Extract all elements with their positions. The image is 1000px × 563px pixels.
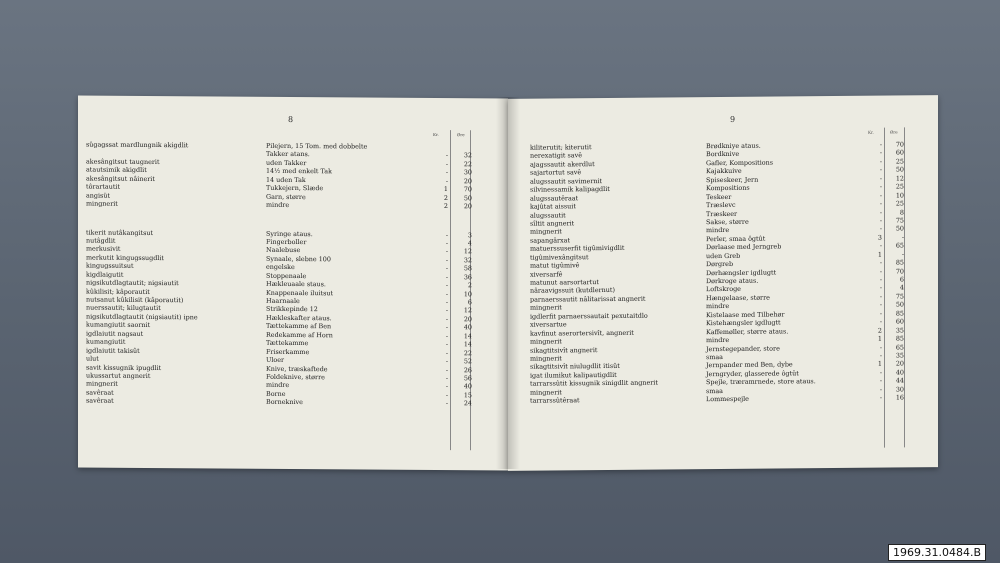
price-kroner: -: [445, 314, 448, 323]
price-kroner: -: [879, 385, 882, 394]
page-number: 9: [730, 114, 736, 124]
danish-text: smaa: [706, 386, 723, 395]
price-ore: 70: [463, 185, 472, 194]
price-ore: 50: [895, 300, 904, 309]
price-list: [78, 140, 508, 408]
open-booklet: [70, 97, 946, 469]
price-ore: 4: [467, 239, 472, 248]
price-ore: 65: [895, 241, 904, 250]
price-kroner: -: [879, 165, 882, 174]
danish-text: Kajakkuive: [706, 167, 742, 176]
danish-text: mindre: [266, 200, 290, 210]
greenlandic-text: nâraavigssuit (kutdlernut): [530, 286, 615, 296]
danish-text: Gafler, Kompositions: [706, 158, 774, 168]
greenlandic-text: mingnerit: [86, 199, 118, 208]
danish-text: mindre: [706, 336, 730, 345]
price-ore: 25: [895, 182, 904, 191]
danish-text: engelske: [266, 263, 295, 272]
greenlandic-text: savêraat: [86, 388, 114, 397]
price-ore: 24: [463, 399, 472, 408]
danish-text: mindre: [706, 226, 730, 235]
danish-text: Sakse, større: [706, 217, 749, 227]
greenlandic-text: tarrarssûtit kissugnik sinigdlit angnerit: [530, 378, 658, 388]
price-ore: 35: [895, 351, 904, 360]
price-ore: 52: [463, 357, 472, 366]
greenlandic-text: igdlerfit parnaerssautait pexutaitdlo: [530, 311, 648, 321]
price-kroner: -: [879, 343, 882, 352]
price-ore: 20: [463, 315, 472, 324]
greenlandic-text: mingnerit: [530, 227, 562, 237]
column-header-kr: Kr.: [433, 131, 439, 138]
price-kroner: -: [445, 272, 448, 281]
danish-text: Borne: [266, 389, 286, 398]
danish-text: Perler, smaa ôgtût: [706, 234, 766, 243]
price-ore: 60: [895, 148, 904, 157]
greenlandic-text: savêraat: [86, 396, 114, 405]
danish-text: Tættekamme: [266, 338, 309, 348]
price-ore: 30: [895, 385, 904, 394]
price-ore: 4: [899, 283, 904, 292]
danish-text: Haarnaale: [266, 296, 300, 306]
price-kroner: -: [879, 157, 882, 166]
danish-text: Loftskroge: [706, 285, 741, 294]
price-kroner: -: [445, 176, 448, 185]
greenlandic-text: merkutit kingugssugdlit: [86, 253, 164, 262]
danish-text: Spiseskeer, Jern: [706, 175, 759, 184]
danish-text: Dørhængsler igdlugtt: [706, 268, 777, 277]
price-kroner: 1: [443, 185, 448, 194]
price-ore: 50: [895, 224, 904, 233]
greenlandic-text: alugssautit: [530, 210, 566, 220]
danish-text: Borneknive: [266, 398, 303, 407]
danish-text: Garn, større: [266, 192, 306, 201]
greenlandic-text: kigdlaigutit: [86, 270, 124, 279]
column-header-kr: Kr.: [868, 129, 874, 135]
price-kroner: -: [879, 351, 882, 360]
danish-text: Dørgreb: [706, 260, 734, 269]
right-page: [508, 95, 938, 471]
price-kroner: -: [879, 292, 882, 301]
danish-text: Syringe ataus.: [266, 229, 313, 238]
price-kroner: -: [879, 199, 882, 208]
greenlandic-text: kumangiutit: [86, 337, 126, 347]
price-kroner: -: [445, 399, 448, 408]
price-ore: 8: [899, 207, 904, 216]
catalog-number-label: 1969.31.0484.B: [888, 544, 986, 561]
price-ore: 20: [463, 176, 472, 185]
danish-text: Knappenaale iluitsut: [266, 288, 334, 297]
price-kroner: -: [879, 191, 882, 200]
price-ore: 85: [895, 334, 904, 343]
greenlandic-text: nerexatigit savê: [530, 151, 582, 161]
danish-text: Hækleskafter ataus.: [266, 313, 332, 323]
greenlandic-text: igdlaiutit nagsaut: [86, 329, 144, 338]
price-ore: 60: [895, 317, 904, 326]
price-ore: 25: [895, 199, 904, 208]
danish-text: Jernstegepander, store: [706, 344, 780, 353]
price-ore: 36: [463, 272, 472, 281]
price-kroner: -: [879, 174, 882, 183]
price-list: [508, 140, 938, 405]
price-ore: 40: [463, 323, 472, 332]
price-ore: 85: [895, 309, 904, 318]
price-ore: 70: [895, 266, 904, 276]
price-kroner: -: [445, 331, 448, 340]
price-ore: 12: [463, 306, 472, 315]
price-kroner: -: [445, 298, 448, 307]
greenlandic-text: mingnerit: [530, 303, 562, 312]
danish-text: Kompositions: [706, 183, 750, 193]
danish-text: uden Greb: [706, 251, 741, 260]
price-kroner: -: [879, 224, 882, 234]
greenlandic-text: sikagtitsivît niulugdlit itisût: [530, 362, 620, 372]
greenlandic-text: merkusivit: [86, 244, 121, 254]
danish-text: uden Takker: [266, 158, 307, 167]
danish-text: Fingerboller: [266, 237, 307, 247]
price-ore: 65: [895, 342, 904, 351]
greenlandic-text: tikerit nutâkangitsut: [86, 228, 154, 237]
price-kroner: -: [445, 264, 448, 273]
price-kroner: -: [445, 382, 448, 391]
greenlandic-text: kajûtat aissuit: [530, 202, 576, 211]
price-kroner: -: [445, 340, 448, 349]
greenlandic-text: kiliterutit; kiterutit: [530, 143, 592, 152]
price-kroner: -: [879, 284, 882, 293]
danish-text: Hækleuaale staus.: [266, 279, 326, 289]
price-ore: 15: [463, 391, 472, 400]
price-kroner: -: [879, 241, 882, 250]
price-kroner: -: [445, 151, 448, 160]
price-ore: 14: [463, 340, 472, 349]
danish-text: Takker atans.: [266, 150, 310, 159]
price-ore: 12: [463, 247, 472, 256]
greenlandic-text: mingnerit: [530, 337, 562, 346]
price-ore: 35: [895, 326, 904, 335]
greenlandic-text: nutâgdlit: [86, 236, 116, 245]
danish-text: Lommespejle: [706, 394, 749, 404]
danish-text: Træslevc: [706, 200, 736, 210]
price-kroner: -: [879, 309, 882, 318]
greenlandic-text: ulut: [86, 354, 99, 363]
price-kroner: -: [445, 168, 448, 177]
book-gutter: [496, 97, 520, 469]
greenlandic-text: silvinessamik kalipagdlit: [530, 185, 610, 194]
greenlandic-text: kingugssuitsut: [86, 261, 134, 271]
price-ore: 22: [463, 160, 472, 169]
price-ore: 50: [895, 165, 904, 174]
greenlandic-text: nuerssautit; kilugtautit: [86, 303, 161, 313]
price-kroner: 1: [877, 250, 882, 259]
greenlandic-text: alugssautêraat: [530, 193, 579, 203]
price-ore: 10: [463, 289, 472, 298]
greenlandic-text: sikagtitsivît angnerit: [530, 345, 598, 355]
danish-text: Kistelaase med Tilbehør: [706, 310, 785, 319]
price-kroner: -: [445, 159, 448, 168]
danish-text: Hængelaase, større: [706, 293, 770, 303]
greenlandic-text: mingnerit: [530, 354, 562, 363]
greenlandic-text: xiversarfê: [530, 269, 563, 279]
danish-text: Jerngryder, glasserede ôgtût: [706, 369, 799, 378]
greenlandic-text: xiversartue: [530, 320, 567, 329]
price-kroner: -: [879, 258, 882, 267]
left-page: [78, 95, 508, 470]
danish-text: Kaffemøller, større ataus.: [706, 327, 789, 336]
price-kroner: -: [445, 348, 448, 357]
price-ore: 32: [463, 151, 472, 160]
greenlandic-text: nutsanut kûkilisit (kâporautit): [86, 295, 184, 305]
price-kroner: -: [879, 182, 882, 191]
danish-text: Friserkamme: [266, 347, 310, 356]
price-kroner: -: [879, 216, 882, 225]
danish-text: Strikkepinde 12: [266, 305, 318, 314]
price-ore: 85: [895, 258, 904, 267]
danish-text: Pilejern, 15 Tom. med dobbelte: [266, 141, 368, 151]
price-kroner: -: [879, 149, 882, 158]
price-ore: 10: [895, 191, 904, 200]
price-kroner: -: [445, 289, 448, 298]
greenlandic-text: atautsimik akigdlit: [86, 165, 147, 175]
danish-text: mindre: [266, 381, 290, 390]
price-kroner: 2: [443, 193, 448, 202]
greenlandic-text: nigsikutdlagtautit (nigsiautit) ipne: [86, 312, 198, 322]
price-kroner: -: [445, 323, 448, 332]
price-ore: 26: [463, 365, 472, 374]
greenlandic-text: angisüt: [86, 191, 111, 200]
danish-text: Stoppenaale: [266, 271, 307, 280]
greenlandic-text: kavfinut aserortersivît, angnerit: [530, 328, 634, 338]
greenlandic-text: sajartortut savê: [530, 168, 582, 177]
greenlandic-text: matuerssuserfit tigûmivigdlit: [530, 244, 625, 253]
danish-text: Spejle, træramrnede, store ataus.: [706, 377, 816, 387]
danish-text: Dørlaase med Jerngreb: [706, 242, 782, 252]
danish-text: Kistehængsler igdlugtt: [706, 318, 781, 328]
price-kroner: -: [445, 239, 448, 248]
danish-text: Træskeer: [706, 209, 738, 218]
price-kroner: -: [445, 281, 448, 290]
price-kroner: -: [879, 140, 882, 149]
danish-text: Redekamme af Horn: [266, 330, 333, 340]
danish-text: Bordknive: [706, 150, 740, 159]
column-header-ore: Øre: [890, 129, 898, 135]
greenlandic-text: tôrartautit: [86, 182, 121, 191]
danish-text: Foldeknive, større: [266, 372, 325, 382]
price-ore: 14: [463, 331, 472, 340]
greenlandic-text: mingnerit: [530, 388, 562, 397]
price-ore: 56: [463, 374, 472, 383]
price-kroner: -: [879, 208, 882, 217]
price-kroner: -: [879, 275, 882, 284]
danish-text: Teskeer: [706, 192, 732, 201]
price-kroner: 1: [877, 334, 882, 343]
price-ore: 6: [467, 298, 472, 307]
danish-text: Naalebuse: [266, 246, 301, 255]
greenlandic-text: matunut aarsortartut: [530, 278, 599, 287]
column-header-ore: Øre: [457, 132, 465, 138]
greenlandic-text: nigsikutdlagtautit; nigsiautit: [86, 278, 179, 288]
price-ore: -: [901, 233, 904, 242]
price-ore: 58: [463, 264, 472, 273]
price-ore: -: [901, 250, 904, 259]
danish-text: Synaale, slebne 100: [266, 254, 331, 264]
greenlandic-text: alugssautit savimernit: [530, 176, 603, 186]
price-kroner: 3: [877, 233, 882, 242]
greenlandic-text: akesângitsut taugnerit: [86, 157, 160, 166]
greenlandic-text: ajagssautit akerdlut: [530, 159, 595, 169]
greenlandic-text: igdlaiutit takisût: [86, 346, 140, 355]
danish-text: 14½ med enkelt Tak: [266, 167, 332, 176]
price-kroner: 2: [443, 202, 448, 211]
danish-text: smaa: [706, 352, 723, 362]
price-kroner: 2: [877, 326, 882, 335]
price-ore: 22: [463, 348, 472, 357]
price-ore: 20: [895, 359, 904, 368]
price-kroner: -: [445, 357, 448, 366]
danish-text: Tukkejern, Slæde: [266, 183, 324, 193]
price-ore: 75: [895, 292, 904, 301]
greenlandic-text: kumangiutit saornit: [86, 320, 151, 330]
greenlandic-text: ukussartut angnerit: [86, 371, 151, 380]
price-ore: 75: [895, 216, 904, 225]
price-kroner: -: [445, 230, 448, 239]
price-kroner: -: [879, 393, 882, 402]
danish-text: Tættekamme af Ben: [266, 322, 332, 331]
price-kroner: -: [445, 255, 448, 264]
list-row: [78, 397, 508, 408]
danish-text: Uloer: [266, 355, 285, 365]
page-number: 8: [288, 114, 294, 125]
danish-text: Knive, træskaftede: [266, 364, 328, 373]
greenlandic-text: matut tigûmivê: [530, 261, 580, 270]
danish-text: 14 uden Tak: [266, 175, 306, 184]
greenlandic-text: savit kissugnik ipugdlit: [86, 363, 162, 372]
greenlandic-text: kûkilisit; kâporautit: [86, 287, 150, 296]
price-ore: 2: [467, 281, 472, 290]
price-ore: 12: [895, 174, 904, 183]
price-ore: 16: [895, 393, 904, 402]
danish-text: mindre: [706, 302, 730, 311]
danish-text: Dørkroge ataus.: [706, 276, 759, 286]
price-ore: 30: [463, 168, 472, 177]
price-ore: 3: [467, 230, 472, 239]
greenlandic-text: sapangârxat: [530, 236, 571, 245]
greenlandic-text: mingnerit: [86, 379, 118, 389]
price-ore: 32: [463, 256, 472, 265]
price-ore: 50: [463, 193, 472, 202]
price-kroner: 1: [877, 359, 882, 369]
price-kroner: -: [445, 390, 448, 399]
price-kroner: -: [445, 365, 448, 374]
greenlandic-text: tarrarssûtêraat: [530, 396, 580, 405]
price-ore: 25: [895, 157, 904, 166]
price-ore: 40: [463, 382, 472, 391]
price-kroner: -: [879, 368, 882, 377]
greenlandic-text: parnaerssautit nâlitarissat angnerit: [530, 294, 646, 304]
greenlandic-text: akesângitsut nâinerit: [86, 174, 155, 183]
danish-text: Jernpander med Ben, dybe: [706, 360, 793, 370]
price-kroner: -: [445, 306, 448, 315]
price-kroner: -: [879, 317, 882, 326]
greenlandic-text: tigûmivexângitsut: [530, 252, 589, 262]
price-kroner: -: [879, 267, 882, 276]
price-ore: 20: [463, 202, 472, 211]
price-kroner: -: [879, 376, 882, 385]
price-ore: 44: [895, 376, 904, 385]
greenlandic-text: igat ilumikut kalipautigdlit: [530, 370, 617, 380]
price-kroner: -: [445, 247, 448, 256]
price-ore: 40: [895, 368, 904, 377]
danish-text: Brødkniye ataus.: [706, 141, 761, 151]
price-kroner: -: [445, 374, 448, 383]
price-ore: 70: [895, 140, 904, 149]
greenlandic-text: sûgagssat mardlungnik akigdlit: [86, 140, 189, 150]
price-ore: 6: [899, 275, 904, 284]
price-kroner: -: [879, 300, 882, 309]
greenlandic-text: sîltit angnerit: [530, 219, 575, 228]
